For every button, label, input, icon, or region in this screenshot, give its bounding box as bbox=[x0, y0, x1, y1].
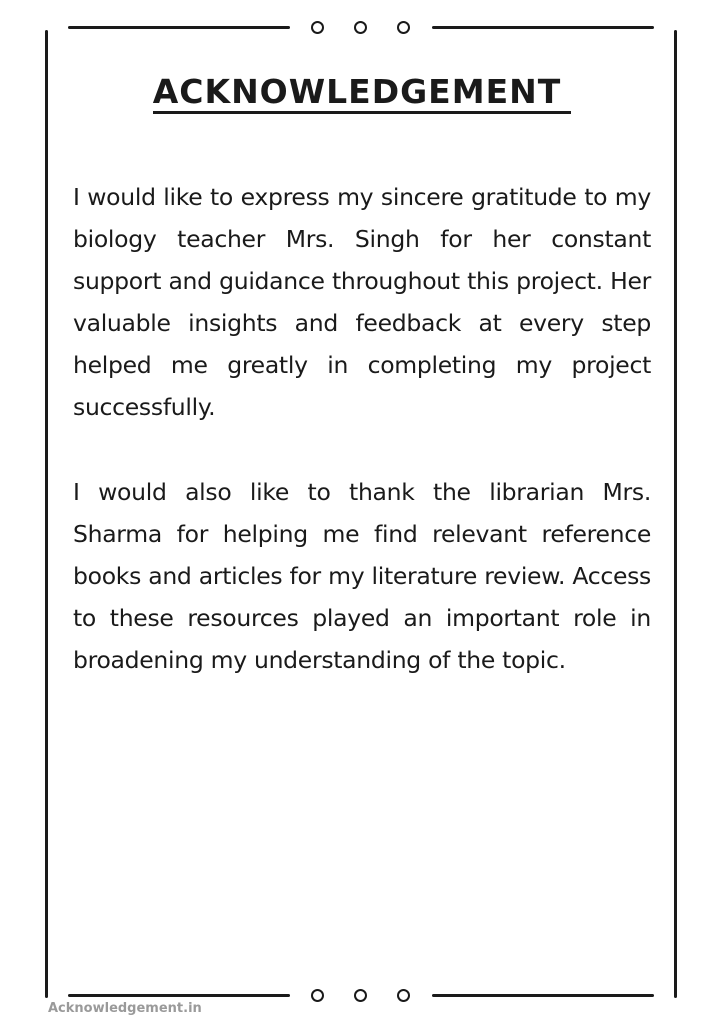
ornament-circle-icon bbox=[311, 989, 324, 1002]
bottom-border-line-left bbox=[68, 994, 290, 997]
top-border-line-left bbox=[68, 26, 290, 29]
ornament-circle-icon bbox=[397, 989, 410, 1002]
page-title-text: ACKNOWLEDGEMENT bbox=[153, 73, 572, 114]
left-border-line bbox=[45, 30, 48, 998]
top-ornament bbox=[311, 21, 410, 34]
right-border-line bbox=[674, 30, 677, 998]
ornament-circle-icon bbox=[354, 21, 367, 34]
ornament-circle-icon bbox=[311, 21, 324, 34]
ornament-circle-icon bbox=[354, 989, 367, 1002]
ornament-circle-icon bbox=[397, 21, 410, 34]
paragraph-1: I would like to express my sincere gratitude to my biology teacher Mrs. Singh for her constant support and guidance throughout this project. Her valuable insights and feedback at every step helped me greatly in completing my project successfully. bbox=[73, 183, 651, 421]
top-border-line-right bbox=[432, 26, 654, 29]
watermark-text: Acknowledgement.in bbox=[48, 1001, 202, 1016]
bottom-border-line-right bbox=[432, 994, 654, 997]
page-title bbox=[0, 72, 724, 114]
paragraph-2: I would also like to thank the librarian Mrs. Sharma for helping me find relevant reference books and articles for my literature review. Access to these resources played an important role in broadening my understanding of the topic. bbox=[73, 478, 651, 674]
bottom-ornament bbox=[311, 989, 410, 1002]
